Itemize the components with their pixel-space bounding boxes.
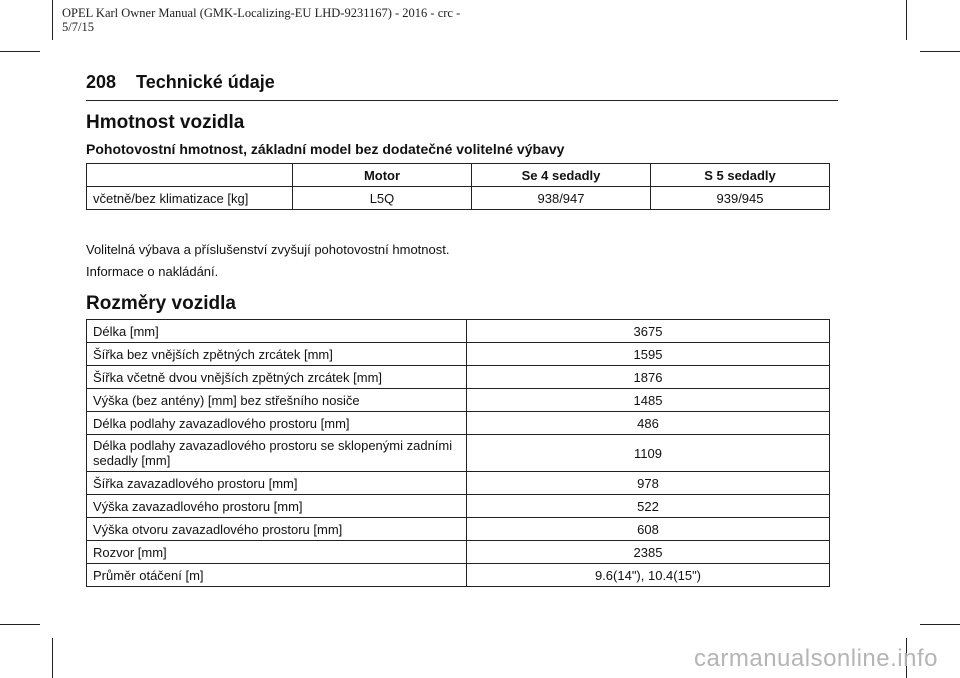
table-cell: 938/947 (472, 187, 651, 210)
table-row (87, 366, 830, 389)
table-cell-value: 3675 (467, 320, 830, 343)
table-row (87, 564, 830, 587)
table-header-row (87, 164, 830, 187)
crop-mark (0, 51, 40, 52)
crop-mark (920, 51, 960, 52)
table-cell-value: 1109 (467, 435, 830, 472)
table-cell-label: Délka podlahy zavazadlového prostoru se sklopenými zadními sedadly [mm] (87, 435, 467, 472)
table-header-cell (87, 164, 293, 187)
crop-mark (906, 0, 907, 40)
table-cell: včetně/bez klimatizace [kg] (87, 187, 293, 210)
table-cell-value: 1595 (467, 343, 830, 366)
table-header-cell: Motor (293, 164, 472, 187)
table-cell-value: 2385 (467, 541, 830, 564)
table-header-cell: Se 4 sedadly (472, 164, 651, 187)
page-number: 208 (86, 72, 117, 92)
table-cell-value: 1876 (467, 366, 830, 389)
document-meta (62, 6, 522, 34)
mass-section-subtitle: Pohotovostní hmotnost, základní model bez dodatečné volitelné výbavy (86, 141, 565, 157)
table-cell-value: 1485 (467, 389, 830, 412)
table-cell-label: Výška zavazadlového prostoru [mm] (87, 495, 467, 518)
crop-mark (52, 638, 53, 678)
table-row (87, 435, 830, 472)
mass-note: Volitelná výbava a příslušenství zvyšují pohotovostní hmotnost. (86, 242, 450, 257)
document-meta-line: OPEL Karl Owner Manual (GMK-Localizing-EU LHD-9231167) - 2016 - crc - (62, 6, 461, 20)
watermark: carmanualsonline.info (694, 645, 938, 672)
table-row (87, 541, 830, 564)
table-row (87, 412, 830, 435)
table-cell: L5Q (293, 187, 472, 210)
mass-section-title: Hmotnost vozidla (86, 112, 245, 133)
table-cell-label: Šířka zavazadlového prostoru [mm] (87, 472, 467, 495)
table-row (87, 518, 830, 541)
table-cell-value: 486 (467, 412, 830, 435)
table-cell-label: Délka podlahy zavazadlového prostoru [mm] (87, 412, 467, 435)
table-row (87, 495, 830, 518)
table-cell-value: 9.6(14"), 10.4(15") (467, 564, 830, 587)
crop-mark (0, 624, 40, 625)
table-cell-label: Délka [mm] (87, 320, 467, 343)
dimensions-table (86, 319, 830, 587)
table-cell-label: Šířka včetně dvou vnějších zpětných zrcátek [mm] (87, 366, 467, 389)
table-cell-label: Šířka bez vnějších zpětných zrcátek [mm] (87, 343, 467, 366)
table-cell-value: 978 (467, 472, 830, 495)
table-row (87, 389, 830, 412)
header-rule (86, 100, 838, 101)
table-header-cell: S 5 sedadly (651, 164, 830, 187)
mass-table (86, 163, 830, 210)
crop-mark (52, 0, 53, 40)
dimensions-section-title: Rozměry vozidla (86, 293, 236, 314)
table-row (87, 320, 830, 343)
table-cell-value: 608 (467, 518, 830, 541)
table-cell: 939/945 (651, 187, 830, 210)
table-cell-label: Průměr otáčení [m] (87, 564, 467, 587)
table-row (87, 472, 830, 495)
chapter-title: Technické údaje (136, 72, 275, 92)
table-cell-label: Výška (bez antény) [mm] bez střešního nosiče (87, 389, 467, 412)
table-cell-value: 522 (467, 495, 830, 518)
page-header (86, 72, 838, 93)
table-row (87, 187, 830, 210)
table-cell-label: Rozvor [mm] (87, 541, 467, 564)
table-row (87, 343, 830, 366)
crop-mark (920, 624, 960, 625)
loading-info-note: Informace o nakládání. (86, 264, 219, 279)
document-meta-date: 5/7/15 (62, 20, 94, 34)
table-cell-label: Výška otvoru zavazadlového prostoru [mm] (87, 518, 467, 541)
